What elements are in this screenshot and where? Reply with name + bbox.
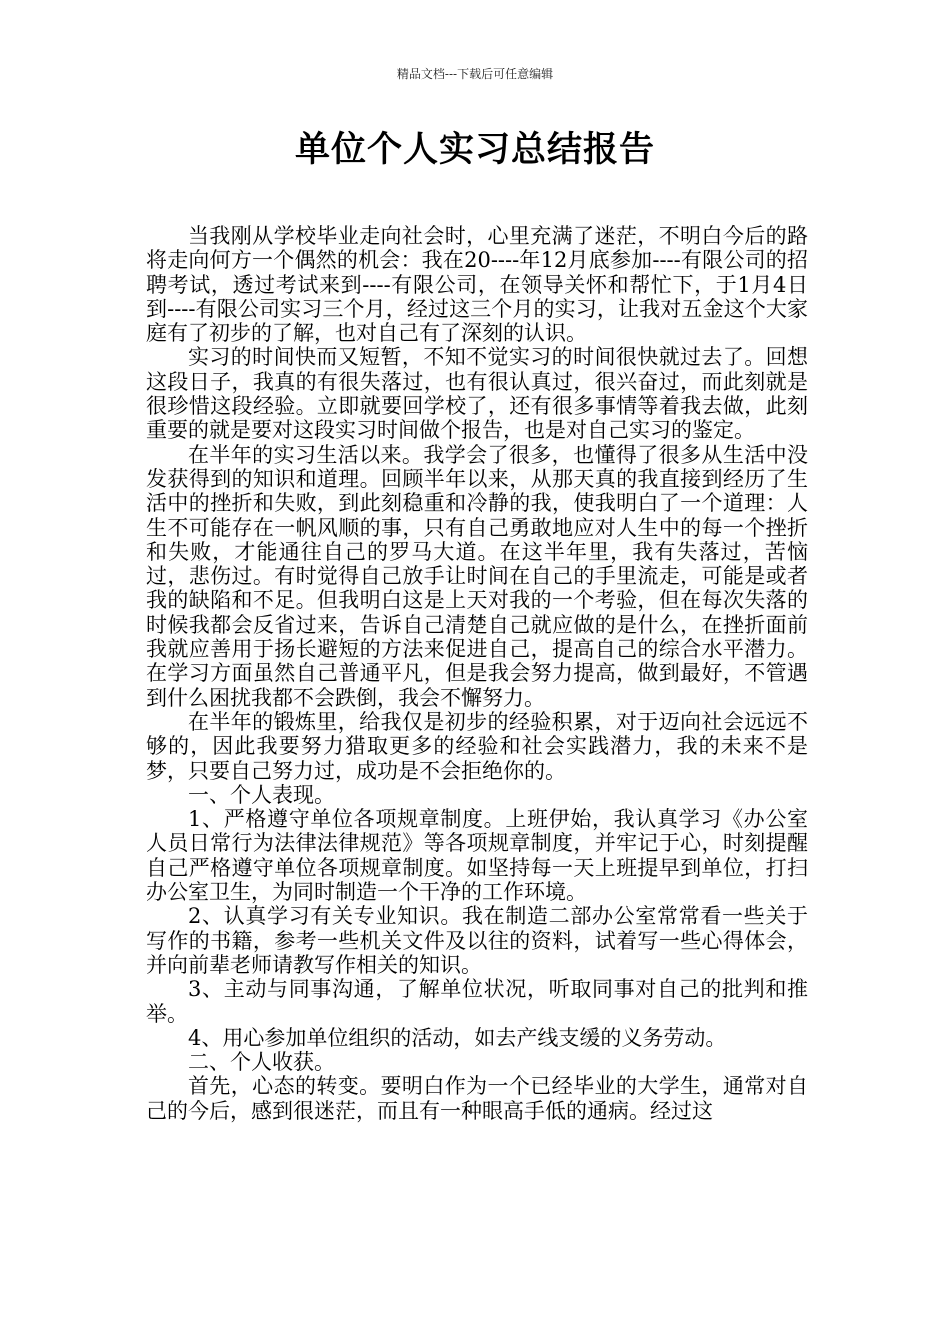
paragraph: 1、严格遵守单位各项规章制度。上班伊始，我认真学习《办公室人员日常行为法律法律规范》等各项规章制度，并牢记于心，时刻提醒自己严格遵守单位各项规章制度。如坚持每一天上班提早到单位，打扫办公室卫生，为同时制造一个干净的工作环境。: [146, 807, 808, 905]
page-header: 精品文档---下载后可任意编辑: [396, 67, 554, 81]
section-heading: 二、个人收获。: [188, 1050, 335, 1075]
paragraph: 在半年的实习生活以来。我学会了很多，也懂得了很多从生活中没发获得到的知识和道理。回顾半年以来，从那天真的我直接到经历了生活中的挫折和失败，到此刻稳重和冷静的我，使我明白了一个道理：人生不可能存在一帆风顺的事，只有自己勇敢地应对人生中的每一个挫折和失败，才能通往自己的罗马大道。在这半年里，我有失落过，苦恼过，悲伤过。有时觉得自己放手让时间在自己的手里流走，可能是或者我的缺陷和不足。但我明白这是上天对我的一个考验，但在每次失落的时候我都会反省过来，告诉自己清楚自己就应做的是什么，在挫折面前我就应善用于扬长避短的方法来促进自己，提高自己的综合水平潜力。在学习方面虽然自己普通平凡，但是我会努力提高，做到最好，不管遇到什么困扰我都不会跌倒，我会不懈努力。: [146, 442, 808, 710]
section-heading: 一、个人表现。: [188, 782, 335, 807]
document-body: [146, 224, 808, 1123]
document-title: 单位个人实习总结报告: [294, 130, 655, 170]
paragraph: 当我刚从学校毕业走向社会时，心里充满了迷茫，不明白今后的路将走向何方一个偶然的机会：我在20----年12月底参加----有限公司的招聘考试，透过考试来到----有限公司，在领导关怀和帮忙下，于1月4日到----有限公司实习三个月，经过这三个月的实习，让我对五金这个大家庭有了初步的了解，也对自己有了深刻的认识。: [146, 224, 808, 346]
paragraph: 2、认真学习有关专业知识。我在制造二部办公室常常看一些关于写作的书籍，参考一些机关文件及以往的资料，试着写一些心得体会，并向前辈老师请教写作相关的知识。: [146, 904, 808, 977]
paragraph: 首先，心态的转变。要明白作为一个已经毕业的大学生，通常对自己的今后，感到很迷茫，而且有一种眼高手低的通病。经过这: [146, 1074, 808, 1123]
paragraph: 3、主动与同事沟通，了解单位状况，听取同事对自己的批判和推举。: [146, 977, 808, 1026]
paragraph: 实习的时间快而又短暂，不知不觉实习的时间很快就过去了。回想这段日子，我真的有很失落过，也有很认真过，很兴奋过，而此刻就是很珍惜这段经验。立即就要回学校了，还有很多事情等着我去做，此刻重要的就是要对这段实习时间做个报告，也是对自己实习的鉴定。: [146, 345, 808, 443]
paragraph: 在半年的锻炼里，给我仅是初步的经验积累，对于迈向社会远远不够的，因此我要努力猎取更多的经验和社会实践潜力，我的未来不是梦，只要自己努力过，成功是不会拒绝你的。: [146, 709, 808, 783]
paragraph: 4、用心参加单位组织的活动，如去产线支缓的义务劳动。: [188, 1025, 727, 1050]
